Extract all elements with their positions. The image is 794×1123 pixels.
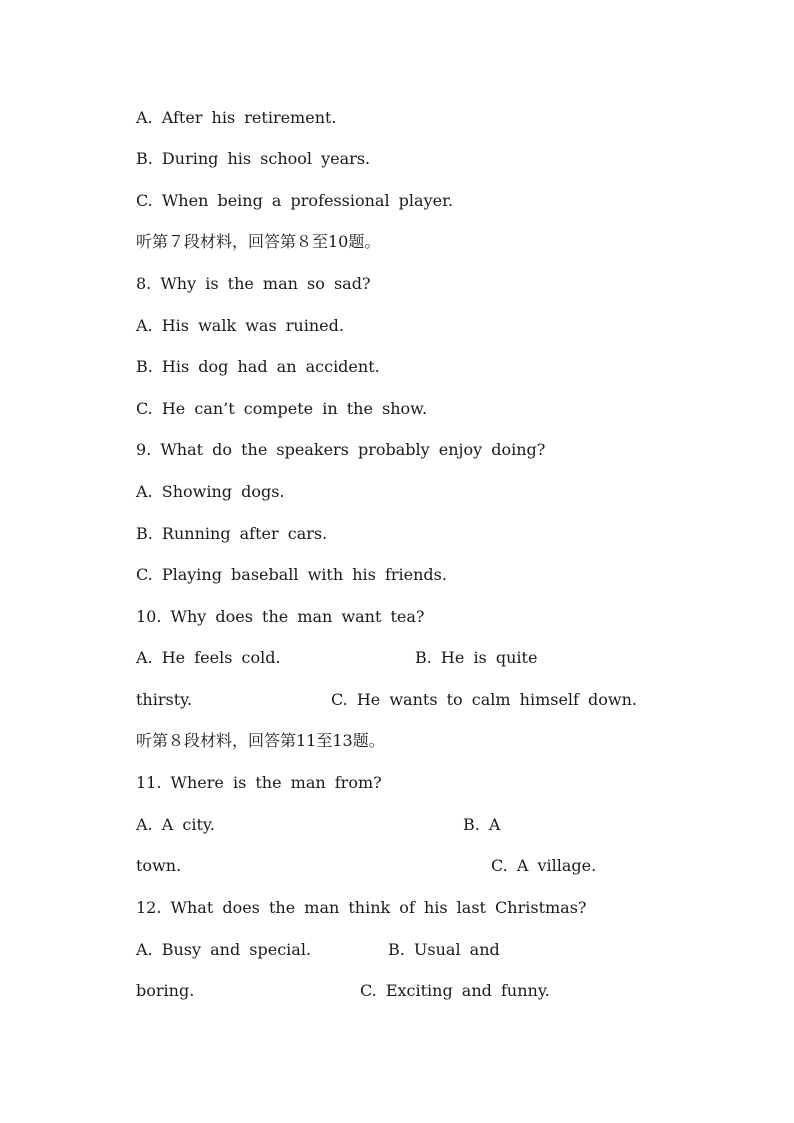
q12-option-c: C. Exciting and funny. xyxy=(360,981,550,1000)
q7-option-c: C. When being a professional player. xyxy=(136,191,454,210)
question-9: 9. What do the speakers probably enjoy doing? xyxy=(136,440,546,459)
q9-option-b: B. Running after cars. xyxy=(136,524,328,543)
q8-option-a: A. His walk was ruined. xyxy=(136,316,344,335)
q8-option-c: C. He can’t compete in the show. xyxy=(136,399,428,418)
q9-option-a: A. Showing dogs. xyxy=(136,482,285,501)
question-11: 11. Where is the man from? xyxy=(136,773,382,792)
q11-option-b-part2: town. xyxy=(136,856,182,875)
q11-option-a: A. A city. xyxy=(136,815,215,834)
q11-option-b-part1: B. A xyxy=(463,815,501,834)
q8-option-b: B. His dog had an accident. xyxy=(136,357,380,376)
q10-option-b-part2: thirsty. xyxy=(136,690,193,709)
q12-option-a: A. Busy and special. xyxy=(136,940,312,959)
q10-option-c: C. He wants to calm himself down. xyxy=(331,690,637,709)
q10-option-a: A. He feels cold. xyxy=(136,648,281,667)
q12-option-b-part2: boring. xyxy=(136,981,195,1000)
q7-option-b: B. During his school years. xyxy=(136,149,371,168)
q7-option-a: A. After his retirement. xyxy=(136,108,337,127)
question-8: 8. Why is the man so sad? xyxy=(136,274,371,293)
q9-option-c: C. Playing baseball with his friends. xyxy=(136,565,447,584)
section-8-instruction: 听第８段材料，回答第11至13题。 xyxy=(136,731,385,750)
q10-option-b-part1: B. He is quite xyxy=(415,648,538,667)
q12-option-b-part1: B. Usual and xyxy=(388,940,500,959)
q11-option-c: C. A village. xyxy=(491,856,597,875)
question-10: 10. Why does the man want tea? xyxy=(136,607,425,626)
section-7-instruction: 听第７段材料，回答第８至10题。 xyxy=(136,232,381,251)
question-12: 12. What does the man think of his last Christmas? xyxy=(136,898,587,917)
